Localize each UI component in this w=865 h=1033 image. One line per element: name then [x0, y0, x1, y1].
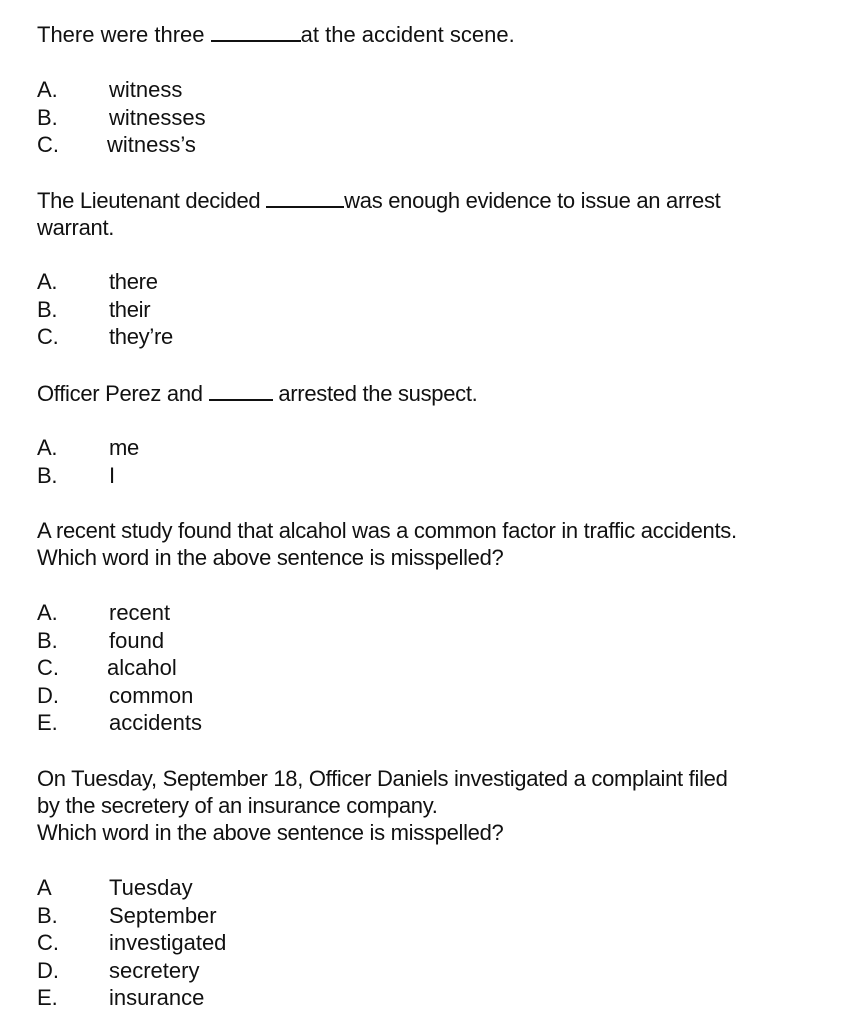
option-letter: C. [37, 132, 59, 157]
stem-text-before: The Lieutenant decided [37, 188, 261, 213]
option-text: September [109, 902, 217, 928]
question-1-stem [37, 20, 515, 48]
option-letter: A. [37, 600, 58, 625]
option-text: witnesses [109, 104, 206, 130]
stem-text-before: There were three [37, 22, 205, 47]
option-letter: D. [37, 957, 59, 983]
option-letter: B. [37, 902, 58, 928]
stem-text-after: arrested the suspect. [278, 381, 478, 406]
option-text: they’re [109, 324, 173, 349]
option-letter: C. [37, 655, 59, 680]
question-5-stem [37, 765, 728, 846]
stem-text-after: was enough evidence to issue an arrest [344, 188, 721, 213]
option-text: there [109, 269, 158, 294]
option-text: secretery [109, 957, 200, 983]
stem-text-before: Officer Perez and [37, 381, 203, 406]
answer-blank [211, 20, 301, 42]
option-letter: B. [37, 462, 58, 488]
option-letter: B. [37, 104, 58, 130]
option-text: I [109, 462, 115, 488]
stem-text-after: at the accident scene. [300, 22, 515, 47]
option-text: insurance [109, 985, 205, 1010]
option-text: witness [109, 77, 183, 102]
answer-blank [266, 186, 344, 208]
option-letter: B. [37, 296, 58, 322]
option-letter: D. [37, 682, 59, 708]
option-letter: B. [37, 627, 58, 653]
answer-blank [209, 379, 273, 401]
option-text: me [109, 435, 139, 460]
option-text: witness’s [107, 132, 196, 157]
stem-text-line2: warrant. [37, 215, 115, 240]
option-letter: C. [37, 930, 59, 955]
question-4-stem [37, 517, 737, 571]
question-2-stem [37, 186, 720, 241]
option-letter: A [37, 875, 52, 900]
option-letter: A. [37, 77, 58, 102]
option-text: accidents [109, 710, 202, 735]
question-3-stem [37, 379, 477, 407]
option-letter: A. [37, 269, 58, 294]
stem-text-line2: by the secretery of an insurance company. [37, 793, 438, 818]
stem-text-line1: On Tuesday, September 18, Officer Daniels investigated a complaint filed [37, 766, 728, 791]
option-letter: C. [37, 324, 59, 349]
option-letter: E. [37, 710, 58, 735]
option-text: found [109, 627, 165, 653]
option-text: alcahol [107, 655, 177, 680]
option-letter: A. [37, 435, 58, 460]
option-text: Tuesday [109, 875, 193, 900]
option-text: investigated [109, 930, 227, 955]
stem-text-line1: A recent study found that alcahol was a common factor in traffic accidents. [37, 518, 737, 543]
stem-text-line2: Which word in the above sentence is misspelled? [37, 545, 504, 570]
option-text: their [109, 296, 151, 322]
stem-text-line3: Which word in the above sentence is misspelled? [37, 820, 504, 845]
option-letter: E. [37, 985, 58, 1010]
option-text: common [109, 682, 194, 708]
option-text: recent [109, 600, 171, 625]
